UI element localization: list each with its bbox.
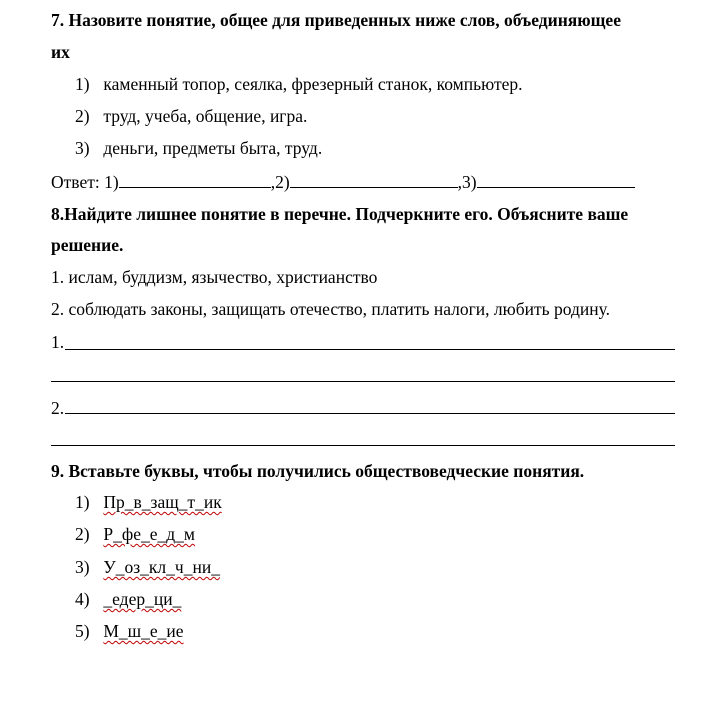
q9-item-1-number: 1) xyxy=(75,492,90,512)
q9-item-4 xyxy=(75,587,181,611)
q8-title-line2: решение. xyxy=(51,235,124,255)
q9-item-5-number: 5) xyxy=(75,621,90,641)
q7-answer-label: Ответ: 1) xyxy=(51,172,119,192)
q9-item-2 xyxy=(75,522,195,546)
q8-answer-2-line-b[interactable] xyxy=(51,445,675,446)
q7-item-3 xyxy=(75,136,322,160)
q7-answer-blank-1[interactable] xyxy=(119,170,271,188)
q7-answer-line xyxy=(51,170,635,194)
q7-answer-sep-3: ,3) xyxy=(457,172,477,192)
q9-item-2-text: Р_фе_е_д_м xyxy=(103,524,195,544)
q9-item-1-text: Пр_в_защ_т_ик xyxy=(103,492,222,512)
q7-item-2-text: труд, учеба, общение, игра. xyxy=(103,106,308,126)
q9-item-2-number: 2) xyxy=(75,524,90,544)
q7-title-line1: 7. Назовите понятие, общее для приведенных ниже слов, объединяющее xyxy=(51,10,621,30)
q7-item-3-number: 3) xyxy=(75,138,90,158)
q7-answer-blank-3[interactable] xyxy=(477,170,635,188)
q7-item-1 xyxy=(75,72,522,96)
q8-answer-1-line-b[interactable] xyxy=(51,381,675,382)
q7-answer-sep-2: ,2) xyxy=(270,172,290,192)
q7-item-2-number: 2) xyxy=(75,106,90,126)
q9-item-5 xyxy=(75,619,184,643)
q8-answer-1-label: 1. xyxy=(51,332,65,352)
q8-list-1: 1. ислам, буддизм, язычество, христианство xyxy=(51,267,378,287)
q9-item-1 xyxy=(75,490,222,514)
q8-list-2: 2. соблюдать законы, защищать отечество, платить налоги, любить родину. xyxy=(51,299,610,319)
q9-item-3-text: У_оз_кл_ч_ни_ xyxy=(103,557,220,577)
q9-item-3-number: 3) xyxy=(75,557,90,577)
q8-title-line1: 8.Найдите лишнее понятие в перечне. Подчеркните его. Объясните ваше xyxy=(51,204,629,224)
q7-item-1-text: каменный топор, сеялка, фрезерный станок, компьютер. xyxy=(103,74,523,94)
q7-item-2 xyxy=(75,104,307,128)
q8-answer-2-label: 2. xyxy=(51,398,65,418)
q9-item-4-number: 4) xyxy=(75,589,90,609)
q9-item-4-text: _едер_ци_ xyxy=(103,589,182,609)
q7-item-3-text: деньги, предметы быта, труд. xyxy=(103,138,323,158)
q9-title: 9. Вставьте буквы, чтобы получились обществоведческие понятия. xyxy=(51,461,585,481)
q7-item-1-number: 1) xyxy=(75,74,90,94)
q8-answer-1-line-a[interactable] xyxy=(65,349,675,350)
q7-title-line2: их xyxy=(51,42,70,62)
q9-item-3 xyxy=(75,555,220,579)
q8-answer-2-line-a[interactable] xyxy=(65,413,675,414)
q7-answer-blank-2[interactable] xyxy=(290,170,458,188)
q9-item-5-text: М_ш_е_ие xyxy=(103,621,184,641)
